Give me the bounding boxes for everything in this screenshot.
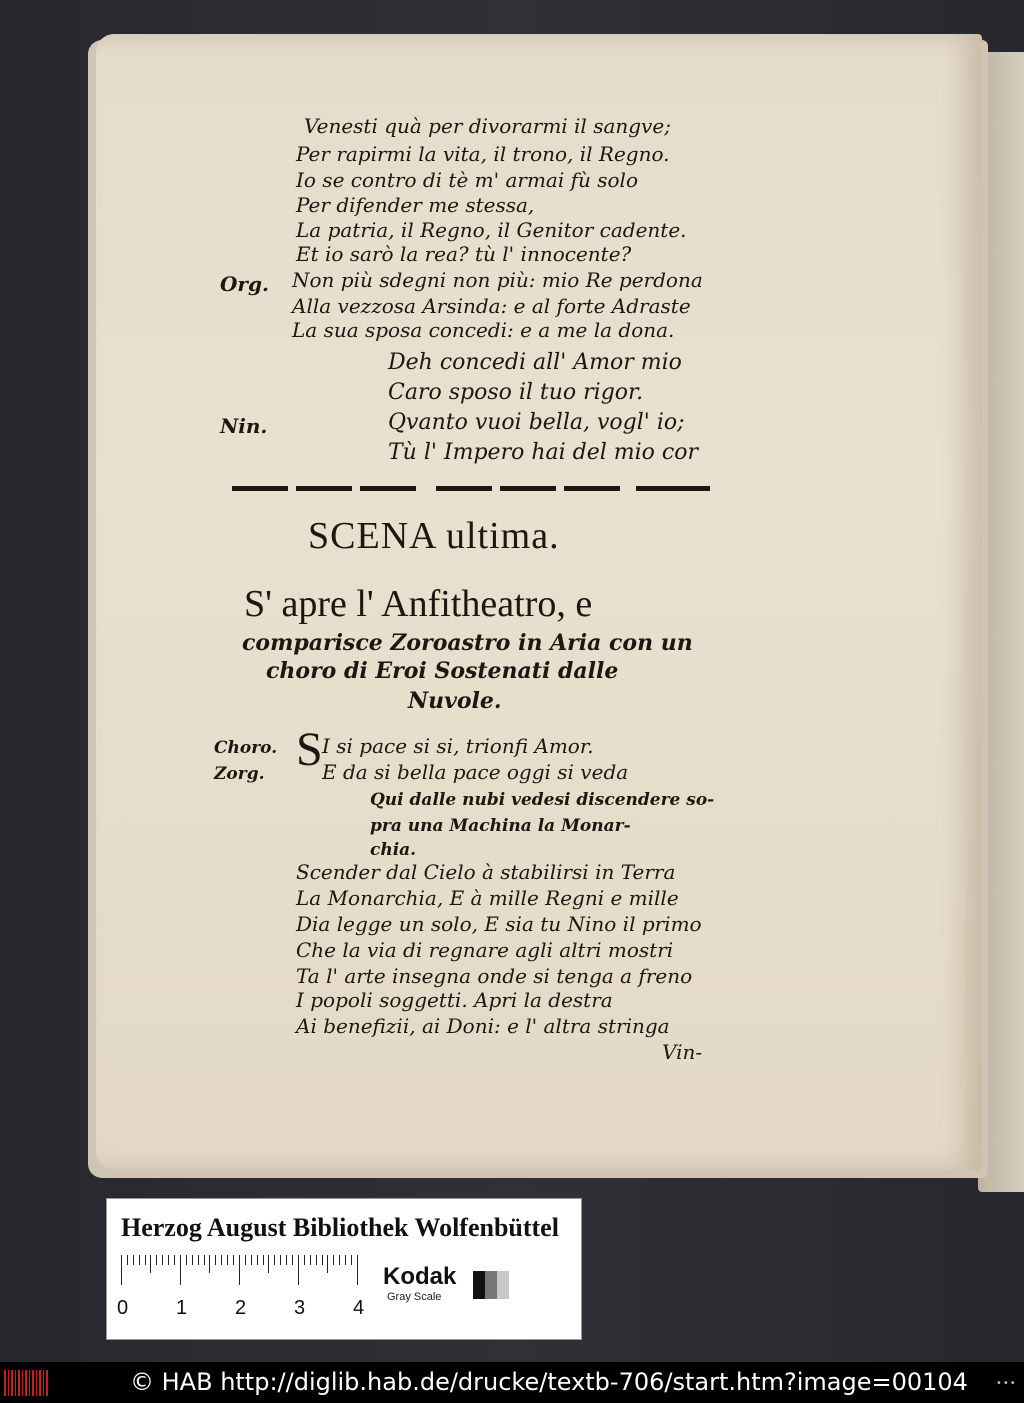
verse-line: Che la via di regnare agli altri mostri xyxy=(296,938,674,962)
scene-title: SCENA ultima. xyxy=(308,515,560,557)
gray-patch xyxy=(497,1271,509,1299)
verse-line: Alla vezzosa Arsinda: e al forte Adraste xyxy=(292,294,691,318)
ruler-tick xyxy=(280,1255,281,1265)
ruler-tick xyxy=(268,1255,269,1273)
gray-patch xyxy=(485,1271,497,1299)
speaker-zorg: Zorg. xyxy=(214,764,265,784)
book-page xyxy=(96,34,982,1170)
ruler-tick xyxy=(327,1255,328,1273)
ruler-tick xyxy=(286,1255,287,1265)
speaker-org: Org. xyxy=(220,272,269,296)
ruler-tick xyxy=(180,1255,181,1285)
ruler-tick xyxy=(239,1255,240,1285)
divider-rule xyxy=(296,486,352,491)
stage-direction: chia. xyxy=(370,840,417,860)
aria-line: Tù l' Impero hai del mio cor xyxy=(388,440,698,465)
scene-heading: S' apre l' Anfitheatro, e xyxy=(244,583,593,625)
ruler-tick xyxy=(351,1255,352,1265)
verse-line: Per difender me stessa, xyxy=(296,193,535,217)
divider-rule xyxy=(636,486,710,491)
divider-rule xyxy=(232,486,288,491)
stage-direction: pra una Machina la Monar- xyxy=(370,816,631,836)
ruler-tick xyxy=(139,1255,140,1265)
ruler-tick xyxy=(162,1255,163,1265)
verse-line: Per rapirmi la vita, il trono, il Regno. xyxy=(296,142,670,166)
verse-line: Io se contro di tè m' armai fù solo xyxy=(296,168,638,192)
ruler-tick xyxy=(127,1255,128,1265)
verse-line: La sua sposa concedi: e a me la dona. xyxy=(292,318,675,342)
ruler-tick xyxy=(233,1255,234,1265)
ruler-tick xyxy=(333,1255,334,1265)
ruler-tick xyxy=(156,1255,157,1265)
speaker-nin: Nin. xyxy=(220,414,268,438)
footer-bar xyxy=(0,1362,1024,1403)
ruler-number: 2 xyxy=(235,1297,247,1319)
verse-line: Ta l' arte insegna onde si tenga a freno xyxy=(296,964,693,988)
ruler-number: 1 xyxy=(176,1297,188,1319)
verse-line: I popoli soggetti. Apri la destra xyxy=(296,988,613,1012)
ruler-tick xyxy=(251,1255,252,1265)
divider-rule xyxy=(360,486,416,491)
ruler-tick xyxy=(168,1255,169,1265)
verse-line: La Monarchia, E à mille Regni e mille xyxy=(296,886,679,910)
ruler-tick xyxy=(304,1255,305,1265)
ruler-tick xyxy=(174,1255,175,1265)
ruler-number: 0 xyxy=(117,1297,129,1319)
catchword: Vin- xyxy=(662,1040,703,1064)
ruler-tick xyxy=(204,1255,205,1265)
ruler-tick xyxy=(192,1255,193,1265)
gray-scale-label: Gray Scale xyxy=(387,1291,442,1303)
verse-line: I si pace si si, trionfi Amor. xyxy=(322,734,594,758)
ruler xyxy=(121,1255,361,1293)
drop-cap: S xyxy=(296,723,323,776)
ruler-tick xyxy=(298,1255,299,1285)
ruler-tick xyxy=(209,1255,210,1273)
barcode-icon xyxy=(4,1370,48,1396)
ruler-tick xyxy=(215,1255,216,1265)
verse-line: La patria, il Regno, il Genitor cadente. xyxy=(296,218,687,242)
ruler-number: 3 xyxy=(294,1297,306,1319)
ruler-tick xyxy=(357,1255,358,1285)
divider-rule xyxy=(500,486,556,491)
menu-dots-icon[interactable]: ••• xyxy=(996,1378,1017,1389)
verse-line: Ai benefizii, ai Doni: e l' altra stringa xyxy=(296,1014,670,1038)
ruler-tick xyxy=(221,1255,222,1265)
library-name: Herzog August Bibliothek Wolfenbüttel xyxy=(121,1213,559,1242)
gray-patch xyxy=(473,1271,485,1299)
ruler-tick xyxy=(257,1255,258,1265)
scene-subheading: comparisce Zoroastro in Aria con un xyxy=(242,630,693,656)
verse-line: Non più sdegni non più: mio Re perdona xyxy=(292,268,703,292)
stage-direction: Qui dalle nubi vedesi discendere so- xyxy=(370,790,715,810)
ruler-tick xyxy=(274,1255,275,1265)
ruler-tick xyxy=(150,1255,151,1273)
speaker-choro: Choro. xyxy=(214,738,278,758)
aria-line: Qvanto vuoi bella, vogl' io; xyxy=(388,410,685,435)
library-label xyxy=(106,1198,582,1340)
copyright-url[interactable]: © HAB http://diglib.hab.de/drucke/textb-706/start.htm?image=00104 xyxy=(130,1368,968,1396)
aria-line: Caro sposo il tuo rigor. xyxy=(388,380,644,405)
ruler-tick xyxy=(121,1255,122,1285)
ruler-number: 4 xyxy=(353,1297,365,1319)
ruler-tick xyxy=(316,1255,317,1265)
verse-line: Venesti quà per divorarmi il sangve; xyxy=(304,114,671,138)
aria-line: Deh concedi all' Amor mio xyxy=(388,350,682,375)
ruler-tick xyxy=(198,1255,199,1265)
ruler-tick xyxy=(227,1255,228,1265)
scene-subheading: choro di Eroi Sostenati dalle xyxy=(266,658,619,684)
ruler-tick xyxy=(345,1255,346,1265)
divider-rule xyxy=(436,486,492,491)
verse-line: Dia legge un solo, E sia tu Nino il primo xyxy=(296,912,702,936)
verse-line: Scender dal Cielo à stabilirsi in Terra xyxy=(296,860,676,884)
ruler-tick xyxy=(263,1255,264,1265)
scene-subheading: Nuvole. xyxy=(408,688,502,714)
divider-rule xyxy=(564,486,620,491)
ruler-tick xyxy=(145,1255,146,1265)
ruler-tick xyxy=(186,1255,187,1265)
verse-line: E da si bella pace oggi si veda xyxy=(322,760,629,784)
ruler-tick xyxy=(310,1255,311,1265)
ruler-tick xyxy=(322,1255,323,1265)
kodak-logo: Kodak xyxy=(383,1263,457,1290)
ruler-tick xyxy=(245,1255,246,1265)
ruler-tick xyxy=(292,1255,293,1265)
ruler-tick xyxy=(133,1255,134,1265)
ruler-tick xyxy=(339,1255,340,1265)
verse-line: Et io sarò la rea? tù l' innocente? xyxy=(296,242,632,266)
